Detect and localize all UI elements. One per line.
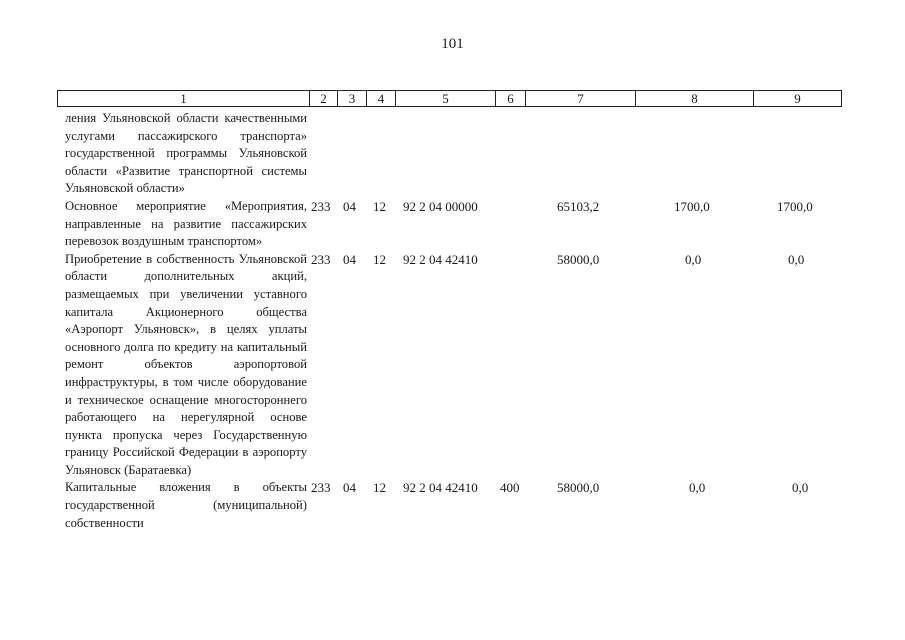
header-col-5: 5 (395, 91, 495, 106)
cell-section: 04 (343, 251, 356, 267)
cell-ministry-code: 233 (311, 198, 331, 214)
cell-amount-col7: 65103,2 (557, 198, 600, 214)
header-col-1: 1 (180, 91, 187, 106)
cell-amount-col8: 1700,0 (674, 198, 710, 214)
header-col-4: 4 (366, 91, 395, 106)
cell-target-article: 92 2 04 00000 (403, 198, 478, 214)
table-body (57, 110, 842, 532)
row-description: Приобретение в собственность Ульяновской области дополнительных акций, размещаемых при увеличении уставного капитала Акционерного общества «Аэропорт Ульяновск», в целях уплаты основного долга по кредиту на капитальный ремонт объектов аэропортовой инфраструктуры, в том числе оборудование и техническое оснащение многостороннего работающего на нерегулярной основе пункта пропуска через Государственную границу Российской Федерации в аэропорту Ульяновск (Баратаевка) (65, 251, 307, 477)
header-col-2: 2 (309, 91, 337, 106)
row-description: ления Ульяновской области качественными услугами пассажирского транспорта» государственной программы Ульяновской области «Развитие транспортной системы Ульяновской области» (65, 111, 307, 196)
cell-ministry-code: 233 (311, 480, 331, 496)
table-row (57, 110, 842, 198)
header-col-8: 8 (635, 91, 753, 106)
header-col-3: 3 (337, 91, 366, 106)
cell-amount-col8: 0,0 (689, 480, 706, 496)
cell-section: 04 (343, 198, 356, 214)
cell-target-article: 92 2 04 42410 (403, 251, 478, 267)
cell-amount-col7: 58000,0 (557, 251, 600, 267)
cell-amount-col7: 58000,0 (557, 480, 600, 496)
cell-amount-col9: 0,0 (788, 251, 805, 267)
page-number: 101 (441, 36, 464, 52)
cell-subsection: 12 (373, 198, 386, 214)
header-col-6: 6 (495, 91, 525, 106)
cell-target-article: 92 2 04 42410 (403, 480, 478, 496)
header-col-9: 9 (753, 91, 841, 106)
header-col-7: 7 (525, 91, 635, 106)
cell-expense-type: 400 (500, 480, 520, 496)
table-row (57, 479, 842, 532)
table-header-row (57, 90, 842, 107)
cell-amount-col8: 0,0 (685, 251, 702, 267)
cell-amount-col9: 1700,0 (777, 198, 813, 214)
table-row (57, 251, 842, 480)
cell-section: 04 (343, 480, 356, 496)
cell-subsection: 12 (373, 251, 386, 267)
cell-amount-col9: 0,0 (792, 480, 809, 496)
table-row (57, 198, 842, 251)
row-description: Основное мероприятие «Мероприятия, направленные на развитие пассажирских перевозок воздушным транспортом» (65, 198, 307, 249)
cell-subsection: 12 (373, 480, 386, 496)
cell-ministry-code: 233 (311, 251, 331, 267)
row-description: Капитальные вложения в объекты государственной (муниципальной) собственности (65, 480, 307, 530)
